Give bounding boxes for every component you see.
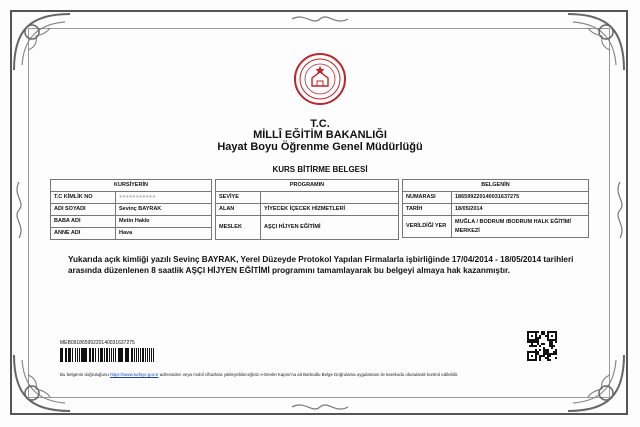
row-value: Metin Hakkı bbox=[116, 216, 212, 228]
row-value: 18/05/2014 bbox=[452, 204, 589, 216]
row-label: T.C KİMLİK NO bbox=[51, 192, 116, 204]
verification-footer bbox=[60, 372, 580, 377]
directorate-heading: Hayat Boyu Öğrenme Genel Müdürlüğü bbox=[217, 141, 423, 153]
corner-ornament-top-left bbox=[10, 10, 80, 80]
row-value: AŞÇI HİJYEN EĞİTİMİ bbox=[261, 216, 399, 240]
table-row bbox=[216, 204, 399, 216]
footer-text-post: adresinden veya mobil cihazlara yükleyebileceğiniz e-Devlet Kapısı'na ait Barkodlu Belge Doğrulama uygulaması ile karekodu okutularak kontrol edilebilir. bbox=[158, 372, 459, 377]
table-row bbox=[216, 192, 399, 204]
barcode-number: MEB09186599220140031637275 bbox=[60, 340, 135, 346]
document-info-table bbox=[402, 179, 589, 238]
document-info-heading: BELGENİN bbox=[403, 180, 589, 192]
row-value: 18659922014003163727​5 bbox=[452, 192, 589, 204]
table-row bbox=[51, 228, 212, 240]
program-table bbox=[215, 179, 399, 240]
row-label: ALAN bbox=[216, 204, 261, 216]
barcode-bars bbox=[60, 348, 210, 362]
program-table-heading: PROGRAMIN bbox=[216, 180, 399, 192]
document-title: KURS BİTİRME BELGESİ bbox=[272, 165, 368, 174]
trainee-table bbox=[50, 179, 212, 240]
barcode bbox=[60, 340, 210, 362]
row-label: ADI SOYADI bbox=[51, 204, 116, 216]
row-value: MUĞLA / BODRUM /BODRUM HALK EĞİTİMİ MERKEZİ bbox=[452, 216, 589, 238]
row-value-masked: ●●●●●●●●●●● bbox=[116, 192, 212, 204]
row-label: TARİH bbox=[403, 204, 452, 216]
corner-ornament-top-right bbox=[558, 10, 628, 80]
top-center-ornament bbox=[290, 12, 350, 26]
table-row bbox=[51, 192, 212, 204]
row-value bbox=[261, 192, 399, 204]
footer-text-pre: Bu belgenin doğruluğunu bbox=[60, 372, 109, 377]
table-row bbox=[51, 204, 212, 216]
table-row bbox=[51, 216, 212, 228]
certificate-body-text: Yukarıda açık kimliği yazılı Sevinç BAYRAK, Yerel Düzeyde Protokol Yapılan Firmalarla işbirliğinde 17/04/2014 - 18/05/2014 tarihleri arasında düzenlenen 8 saatlik AŞÇI HİJYEN EĞİTİMİ programını tamamlayarak bu belgeyi almaya hak kazanmıştır. bbox=[68, 255, 574, 275]
qr-code-icon bbox=[527, 331, 557, 361]
table-row bbox=[403, 216, 589, 238]
right-center-ornament bbox=[613, 180, 627, 240]
bottom-center-ornament bbox=[290, 400, 350, 414]
ministry-seal-icon bbox=[293, 52, 347, 106]
row-label: SEVİYE bbox=[216, 192, 261, 204]
corner-ornament-bottom-right bbox=[558, 345, 628, 415]
table-row bbox=[216, 216, 399, 240]
left-center-ornament bbox=[12, 180, 26, 240]
row-label: BABA ADI bbox=[51, 216, 116, 228]
row-label: ANNE ADI bbox=[51, 228, 116, 240]
country-heading: T.C. bbox=[310, 118, 330, 130]
row-label: NUMARASI bbox=[403, 192, 452, 204]
row-label: MESLEK bbox=[216, 216, 261, 240]
table-row bbox=[403, 192, 589, 204]
table-row bbox=[403, 204, 589, 216]
ministry-heading: MİLLÎ EĞİTİM BAKANLIĞI bbox=[253, 129, 387, 141]
row-value: Sevinç BAYRAK bbox=[116, 204, 212, 216]
row-value: Hava bbox=[116, 228, 212, 240]
row-value: YİYECEK İÇECEK HİZMETLERİ bbox=[261, 204, 399, 216]
trainee-table-heading: KURSİYERİN bbox=[51, 180, 212, 192]
verification-link[interactable]: https://www.turkiye.gov.tr bbox=[110, 372, 159, 377]
row-label: VERİLDİĞİ YER bbox=[403, 216, 452, 238]
